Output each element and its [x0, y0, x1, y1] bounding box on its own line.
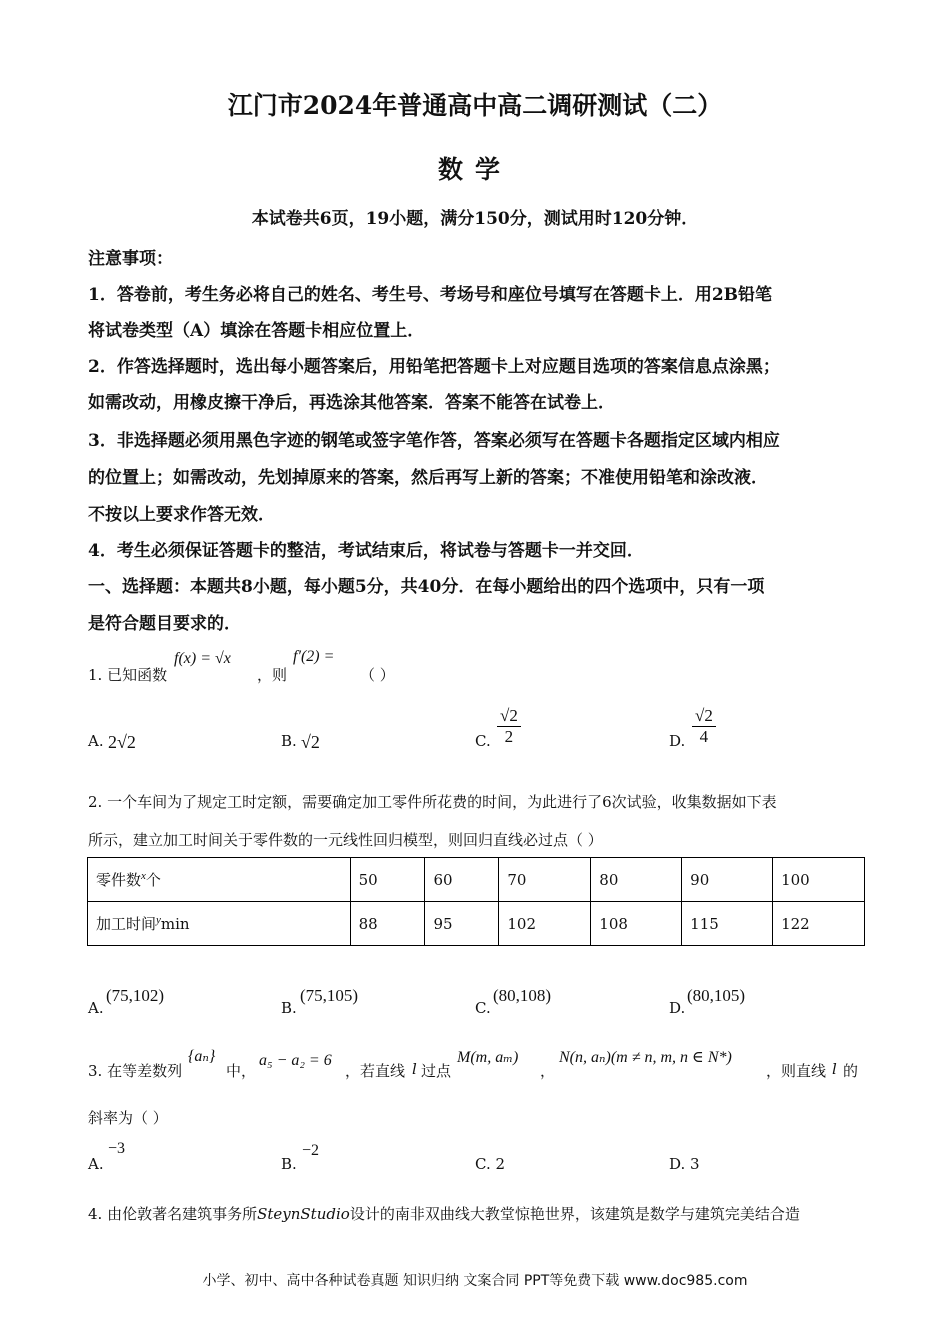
table-cell: 102 [499, 902, 591, 946]
table-cell: 115 [682, 902, 773, 946]
question-1-expression: f′(2) = [293, 648, 335, 665]
row-label-variable: y [156, 914, 161, 926]
question-3-condition: a₅ − a₂ = 6 [259, 1052, 332, 1069]
row-label-unit: min [160, 915, 190, 933]
question-4-prefix: 4. 由伦敦著名建筑事务所 [88, 1205, 258, 1223]
q1-option-c-numerator: √2 [497, 706, 521, 727]
question-3-prefix: 3. 在等差数列 [88, 1062, 183, 1080]
table-row-label [88, 902, 351, 946]
question-3-point-m: M(m, aₘ) [457, 1049, 519, 1066]
table-cell: 100 [773, 858, 865, 902]
question-3-text: 过点 [421, 1062, 452, 1080]
row-label-text: 加工时间 [96, 915, 157, 933]
q3-option-a-value: −3 [108, 1140, 126, 1157]
table-cell: 90 [682, 858, 773, 902]
q1-option-a-value: 2√2 [108, 732, 136, 752]
table-row [88, 902, 865, 946]
note-line: 如需改动，用橡皮擦干净后，再选涂其他答案．答案不能答在试卷上． [88, 393, 615, 413]
q1-option-b-value: √2 [301, 732, 320, 752]
q1-option-b-label: B. [281, 732, 297, 750]
table-row [88, 858, 865, 902]
q1-option-d-numerator: √2 [692, 706, 716, 727]
question-3-text: ，若直线 [345, 1062, 406, 1080]
q2-option-a-value: (75,102) [106, 986, 165, 1005]
q3-option-b-label: B. [281, 1155, 297, 1173]
note-line: 不按以上要求作答无效． [88, 505, 275, 525]
question-3-text: 中， [226, 1062, 257, 1080]
q1-option-d-fraction [692, 706, 716, 747]
table-cell: 50 [350, 858, 425, 902]
exam-info: 本试卷共6页，19小题，满分150分，测试用时120分钟． [251, 209, 699, 229]
note-line: 4．考生必须保证答题卡的整洁，考试结束后，将试卷与答题卡一并交回． [88, 541, 644, 561]
question-1-prefix: 1. 已知函数 [88, 666, 168, 684]
q2-option-b-value: (75,105) [300, 986, 359, 1005]
subject-title: 数学 [437, 155, 512, 184]
note-line: 3．非选择题必须用黑色字迹的钢笔或签字笔作答，答案必须写在答题卡各题指定区域内相应 [88, 431, 780, 451]
q1-option-c-label: C. [475, 732, 491, 750]
q3-option-c: C. 2 [475, 1155, 506, 1173]
exam-title: 江门市2024年普通高中高二调研测试（二） [227, 91, 723, 120]
table-cell: 108 [591, 902, 682, 946]
table-cell: 122 [773, 902, 865, 946]
q3-option-d: D. 3 [669, 1155, 700, 1173]
row-label-text: 零件数 [96, 871, 142, 889]
question-3-text: ， [540, 1062, 556, 1080]
q1-option-d-denominator: 4 [699, 727, 709, 746]
q2-option-d-value: (80,105) [687, 986, 746, 1005]
table-cell: 70 [499, 858, 591, 902]
q1-option-c-fraction [497, 706, 521, 747]
question-3-text: 的 [843, 1062, 859, 1080]
table-cell: 60 [425, 858, 499, 902]
q3-option-b-value: −2 [302, 1142, 320, 1159]
q2-option-b-label: B. [281, 999, 297, 1017]
question-1-paren: （ ） [360, 666, 395, 684]
q2-option-c-value: (80,108) [493, 986, 552, 1005]
table-cell: 95 [425, 902, 499, 946]
q3-option-a-label: A. [88, 1155, 104, 1173]
question-4-suffix: 设计的南非双曲线大教堂惊艳世界，该建筑是数学与建筑完美结合造 [349, 1205, 800, 1223]
footer-text: 小学、初中、高中各种试卷真题 知识归纳 文案合同 PPT等免费下载 www.doc985.com [202, 1273, 748, 1289]
q2-option-a-label: A. [88, 999, 104, 1017]
note-line: 的位置上；如需改动，先划掉原来的答案，然后再写上新的答案；不准使用铅笔和涂改液． [88, 468, 768, 488]
question-2-line2: 所示，建立加工时间关于零件数的一元线性回归模型，则回归直线必过点（ ） [88, 831, 603, 849]
section-heading-cont: 是符合题目要求的． [88, 614, 241, 634]
table-cell: 80 [591, 858, 682, 902]
question-3-line-l: l [832, 1060, 837, 1078]
q1-option-d-label: D. [669, 732, 686, 750]
question-1-mid: ，则 [257, 666, 288, 684]
q1-option-a-label: A. [88, 732, 104, 750]
row-label-variable: x [141, 870, 146, 882]
q1-option-c-denominator: 2 [504, 727, 514, 746]
table-cell: 88 [350, 902, 425, 946]
note-line: 将试卷类型（A）填涂在答题卡相应位置上． [88, 321, 425, 341]
question-4-line1 [88, 1203, 800, 1224]
note-line: 2．作答选择题时，选出每小题答案后，用铅笔把答题卡上对应题目选项的答案信息点涂黑； [88, 357, 780, 377]
question-3-point-n: N(n, aₙ)(m ≠ n, m, n ∈ N*) [559, 1049, 732, 1066]
question-1-function: f(x) = √x [174, 650, 231, 667]
row-label-unit: 个 [145, 871, 161, 889]
question-3-sequence: {aₙ} [188, 1048, 216, 1065]
question-4-studio: SteynStudio [257, 1205, 350, 1223]
table-row-label [88, 858, 351, 902]
question-3-line2: 斜率为（ ） [88, 1109, 168, 1127]
question-2-line1: 2. 一个车间为了规定工时定额，需要确定加工零件所花费的时间，为此进行了6次试验，收集数据如下表 [88, 793, 777, 811]
question-3-line-l: l [412, 1060, 417, 1078]
note-line: 1．答卷前，考生务必将自己的姓名、考生号、考场号和座位号填写在答题卡上．用2B铅笔 [88, 285, 773, 305]
section-heading: 一、选择题：本题共8小题，每小题5分，共40分．在每小题给出的四个选项中，只有一项 [88, 577, 765, 597]
question-3-text: ，则直线 [766, 1062, 827, 1080]
data-table [87, 857, 865, 946]
q2-option-d-label: D. [669, 999, 686, 1017]
notes-heading: 注意事项： [88, 249, 173, 269]
q2-option-c-label: C. [475, 999, 491, 1017]
